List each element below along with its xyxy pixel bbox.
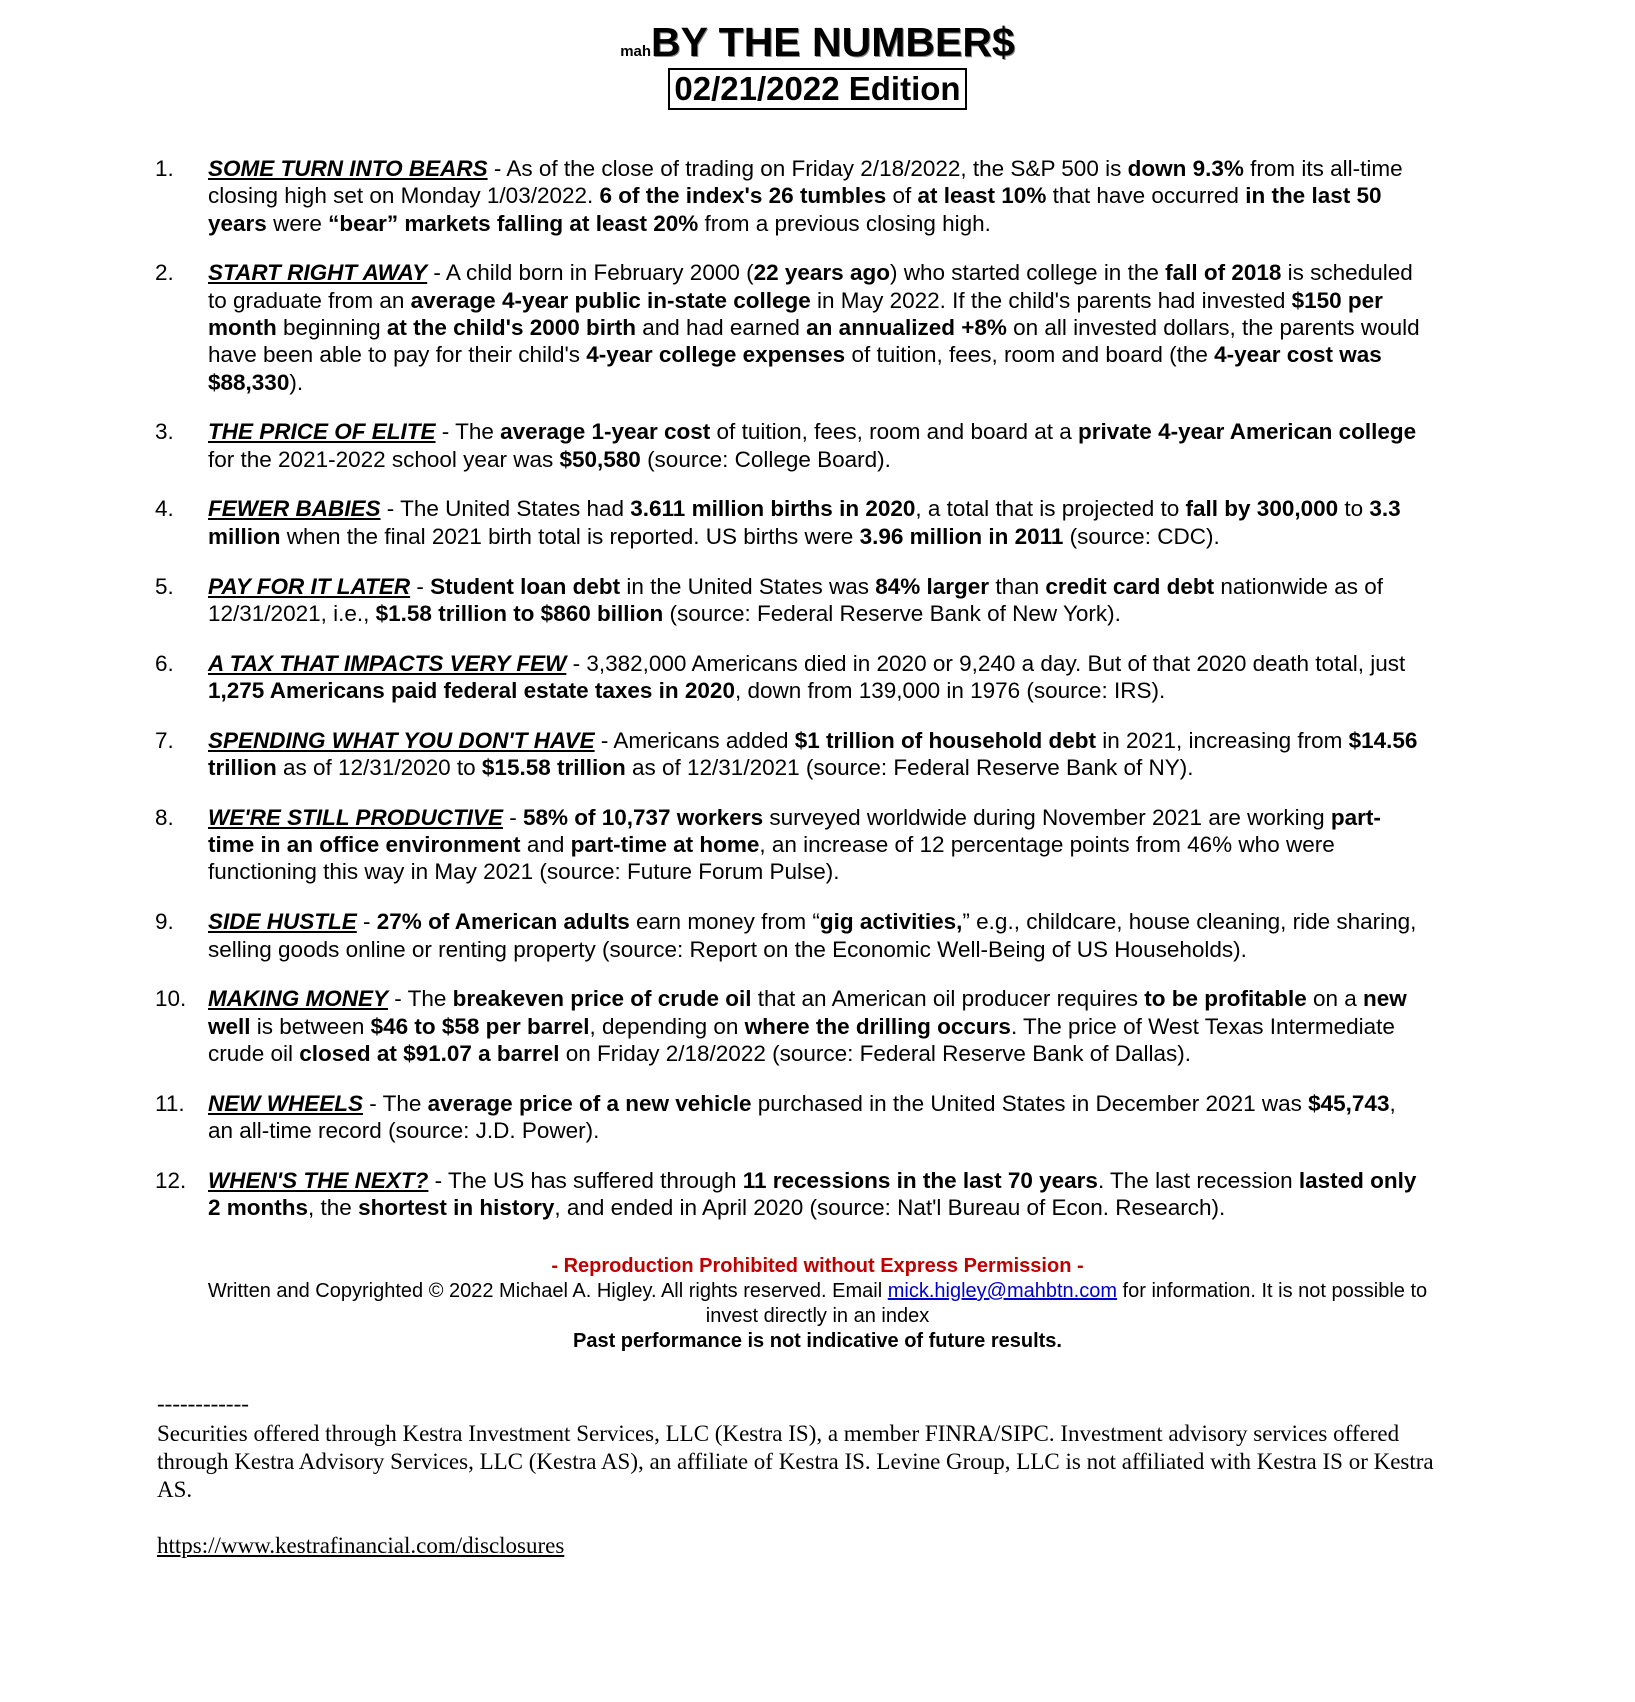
item-body-text: - (502, 804, 523, 830)
item-emphasis: fall of 2018 (1165, 260, 1282, 286)
item-emphasis: 3.3 million (208, 496, 1401, 549)
item-body-text: - A child born in February 2000 ( (427, 260, 754, 286)
list-item (155, 985, 1425, 1067)
item-body-text: in May 2022. If the child's parents had invested (810, 287, 1292, 313)
securities-disclaimer (157, 1390, 1437, 1560)
title-prefix: mah (620, 43, 652, 60)
item-body-text: , depending on (589, 1013, 745, 1039)
reproduction-warning: - Reproduction Prohibited without Express Permission - (551, 1255, 1084, 1277)
item-emphasis: 11 recessions in the last 70 years (742, 1167, 1098, 1193)
item-heading: FEWER BABIES (208, 496, 381, 522)
item-body-text: of (886, 183, 918, 209)
item-emphasis: an annualized +8% (806, 314, 1007, 340)
disclaimer-text: Securities offered through Kestra Investment Services, LLC (Kestra IS), a member FINRA/SIPC. Investment advisory services offered through Kestra Advisory Services, LLC (Kestra AS), an affiliate of Kestra IS. Levine Group, LLC is not affiliated with Kestra IS or Kestra AS. (157, 1421, 1434, 1502)
item-text (208, 727, 1425, 782)
item-emphasis: 3.96 million in 2011 (859, 523, 1064, 549)
item-emphasis: fall by 300,000 (1185, 496, 1339, 522)
item-emphasis: Student loan debt (430, 573, 621, 599)
item-number: 7. (155, 727, 174, 753)
item-text (208, 908, 1425, 963)
item-body-text: - The (363, 1090, 428, 1116)
item-heading: WE'RE STILL PRODUCTIVE (208, 804, 503, 830)
item-body-text: nationwide as of 12/31/2021, i.e., (208, 573, 1384, 626)
item-emphasis: average price of a new vehicle (427, 1090, 752, 1116)
item-text (208, 495, 1425, 550)
item-emphasis: in the last 50 years (208, 183, 1382, 236)
item-emphasis: lasted only 2 months (208, 1167, 1417, 1221)
title-main: BY THE NUMBER$ (651, 19, 1015, 65)
item-text (208, 1167, 1425, 1222)
item-body-text: when the final 2021 birth total is reported. US births were (280, 523, 860, 549)
list-item (155, 573, 1425, 628)
item-heading: PAY FOR IT LATER (208, 573, 411, 599)
item-body-text: than (989, 573, 1046, 599)
item-body-text: (source: College Board). (640, 446, 891, 472)
list-item (155, 804, 1425, 886)
item-emphasis: 27% of American adults (376, 909, 630, 935)
copyright-notice (203, 1279, 1433, 1329)
list-item (155, 155, 1425, 237)
document-header (0, 19, 1635, 110)
item-emphasis: to be profitable (1144, 986, 1307, 1012)
item-body-text: of tuition, fees, room and board at a (710, 419, 1079, 445)
item-emphasis: $14.56 trillion (208, 727, 1418, 781)
copyright-text-before: Written and Copyrighted © 2022 Michael A. Higley. All rights reserved. Email (207, 1280, 888, 1302)
list-item (155, 650, 1425, 705)
item-emphasis: closed at $91.07 a barrel (299, 1040, 560, 1066)
item-body-text: , the (308, 1195, 359, 1221)
list-item (155, 495, 1425, 550)
list-item (155, 1167, 1425, 1222)
item-emphasis: 6 of the index's 26 tumbles (599, 183, 887, 209)
item-heading: MAKING MONEY (208, 986, 388, 1012)
item-body-text: on Friday 2/18/2022 (source: Federal Reserve Bank of Dallas). (559, 1040, 1192, 1066)
item-body-text: (source: CDC). (1063, 523, 1220, 549)
item-body-text: , and ended in April 2020 (source: Nat'l Bureau of Econ. Research). (554, 1195, 1226, 1221)
newsletter-title (0, 19, 1635, 65)
item-number: 9. (155, 909, 174, 935)
item-body-text: - The United States had (380, 496, 631, 522)
item-body-text: , down from 139,000 in 1976 (source: IRS). (734, 677, 1166, 703)
item-heading: SOME TURN INTO BEARS (208, 156, 488, 181)
item-number: 3. (155, 419, 174, 445)
item-body-text: purchased in the United States in December 2021 was (751, 1090, 1309, 1116)
item-emphasis: 22 years ago (753, 260, 890, 286)
item-body-text: that have occurred (1046, 183, 1246, 209)
item-body-text: (source: Federal Reserve Bank of New York). (663, 600, 1121, 626)
item-emphasis: credit card debt (1045, 573, 1215, 599)
list-item (155, 908, 1425, 963)
item-body-text: beginning (276, 314, 387, 340)
item-body-text: - The (388, 986, 453, 1012)
item-emphasis: $50,580 (559, 446, 641, 472)
item-text (208, 650, 1425, 705)
item-emphasis: average 1-year cost (500, 419, 711, 445)
item-body-text: earn money from “ (629, 909, 820, 935)
item-emphasis: $15.58 trillion (481, 755, 626, 781)
list-item (155, 1090, 1425, 1145)
list-item (155, 259, 1425, 395)
item-body-text: - As of the close of trading on Friday 2/18/2022, the S&P 500 is (487, 156, 1128, 181)
item-body-text: as of 12/31/2021 (source: Federal Reserve Bank of NY). (625, 755, 1194, 781)
item-text (208, 985, 1425, 1067)
list-item (155, 418, 1425, 473)
item-body-text: that an American oil producer requires (751, 986, 1145, 1012)
item-body-text: as of 12/31/2020 to (276, 755, 482, 781)
item-emphasis: part-time at home (570, 832, 760, 858)
copyright-footer (0, 1254, 1635, 1354)
item-emphasis: down 9.3% (1127, 156, 1244, 181)
separator-line: ------------ (157, 1391, 249, 1416)
item-number: 1. (155, 156, 174, 181)
item-body-text: surveyed worldwide during November 2021 are working (763, 804, 1331, 830)
item-heading: SIDE HUSTLE (208, 909, 357, 935)
item-body-text: on all invested dollars, the parents would have been able to pay for their child's (208, 314, 1420, 368)
item-emphasis: part-time in an office environment (208, 804, 1381, 858)
item-heading: WHEN'S THE NEXT? (208, 1167, 429, 1193)
item-number: 12. (155, 1167, 187, 1193)
item-emphasis: 58% of 10,737 workers (522, 804, 764, 830)
item-number: 10. (155, 986, 187, 1012)
item-body-text: in 2021, increasing from (1095, 727, 1349, 753)
item-text (208, 573, 1425, 628)
item-emphasis: new well (208, 986, 1407, 1039)
item-body-text: . The last recession (1097, 1167, 1299, 1193)
item-body-text: is between (250, 1013, 371, 1039)
item-emphasis: average 4-year public in-state college (410, 287, 811, 313)
disclosures-link[interactable]: https://www.kestrafinancial.com/disclosures (157, 1533, 565, 1558)
item-emphasis: $45,743 (1308, 1090, 1390, 1116)
item-body-text: , an increase of 12 percentage points from 46% who were functioning this way in May 2021 (source: Future Forum Pulse). (208, 832, 1335, 885)
item-number: 4. (155, 496, 174, 522)
item-emphasis: 84% larger (875, 573, 990, 599)
past-performance-note: Past performance is not indicative of future results. (572, 1330, 1062, 1352)
email-link[interactable]: mick.higley@mahbtn.com (887, 1280, 1117, 1302)
item-body-text: - The US has suffered through (428, 1167, 743, 1193)
item-text (208, 804, 1425, 886)
item-emphasis: $46 to $58 per barrel (370, 1013, 590, 1039)
item-body-text: from a previous closing high. (698, 210, 991, 236)
item-body-text: , a total that is projected to (915, 496, 1186, 522)
item-emphasis: private 4-year American college (1078, 419, 1417, 445)
item-emphasis: gig activities, (819, 909, 963, 935)
item-heading: SPENDING WHAT YOU DON'T HAVE (208, 727, 595, 753)
item-emphasis: $1.58 trillion to $860 billion (375, 600, 664, 626)
item-body-text: to (1338, 496, 1370, 522)
item-heading: START RIGHT AWAY (208, 260, 428, 286)
item-emphasis: “bear” markets falling at least 20% (328, 210, 699, 236)
item-heading: THE PRICE OF ELITE (208, 419, 436, 445)
item-text (208, 418, 1425, 473)
item-emphasis: where the drilling occurs (744, 1013, 1011, 1039)
item-body-text: ” e.g., childcare, house cleaning, ride sharing, selling goods online or renting property (source: Report on the Economic Well-Being of US Households). (208, 909, 1417, 962)
item-heading: A TAX THAT IMPACTS VERY FEW (208, 650, 567, 676)
item-body-text: - 3,382,000 Americans died in 2020 or 9,240 a day. But of that 2020 death total, just (566, 650, 1406, 676)
item-body-text: and had earned (636, 314, 807, 340)
item-body-text: of tuition, fees, room and board (the (845, 342, 1215, 368)
list-item (155, 727, 1425, 782)
item-heading: NEW WHEELS (208, 1090, 363, 1116)
item-emphasis: shortest in history (358, 1195, 555, 1221)
item-emphasis: at the child's 2000 birth (386, 314, 637, 340)
copyright-text-after: for information. It is not possible to invest directly in an index (705, 1280, 1428, 1327)
item-text (208, 1090, 1425, 1145)
item-emphasis: breakeven price of crude oil (452, 986, 752, 1012)
item-emphasis: 3.611 million births in 2020 (630, 496, 916, 522)
item-body-text: is scheduled to graduate from an (208, 260, 1413, 313)
item-emphasis: 4-year cost was $88,330 (208, 342, 1382, 395)
item-body-text: ). (289, 369, 304, 395)
item-body-text: - (356, 909, 377, 935)
item-body-text: ) who started college in the (889, 260, 1166, 286)
item-body-text: for the 2021-2022 school year was (208, 446, 560, 472)
item-emphasis: 4-year college expenses (586, 342, 846, 368)
item-emphasis: $150 per month (208, 287, 1383, 340)
item-number: 2. (155, 260, 174, 286)
item-body-text: , an all-time record (source: J.D. Power). (208, 1090, 1396, 1144)
item-emphasis: at least 10% (917, 183, 1047, 209)
item-text (208, 155, 1425, 237)
item-body-text: on a (1306, 986, 1364, 1012)
item-emphasis: 1,275 Americans paid federal estate taxes in 2020 (208, 677, 735, 703)
item-body-text: from its all-time closing high set on Monday 1/03/2022. (208, 156, 1403, 209)
item-body-text: - The (435, 419, 501, 445)
item-number: 6. (155, 650, 174, 676)
item-emphasis: $1 trillion of household debt (794, 727, 1096, 753)
item-body-text: - Americans added (594, 727, 795, 753)
edition-date: 02/21/2022 Edition (668, 68, 966, 110)
item-number: 5. (155, 573, 174, 599)
item-body-text: were (266, 210, 329, 236)
item-body-text: and (520, 832, 571, 858)
item-body-text: - (410, 573, 431, 599)
item-number: 11. (155, 1090, 185, 1116)
item-text (208, 259, 1425, 395)
item-body-text: . The price of West Texas Intermediate crude oil (208, 1013, 1395, 1066)
item-number: 8. (155, 804, 174, 830)
item-body-text: in the United States was (620, 573, 876, 599)
numbered-list (155, 155, 1425, 1244)
